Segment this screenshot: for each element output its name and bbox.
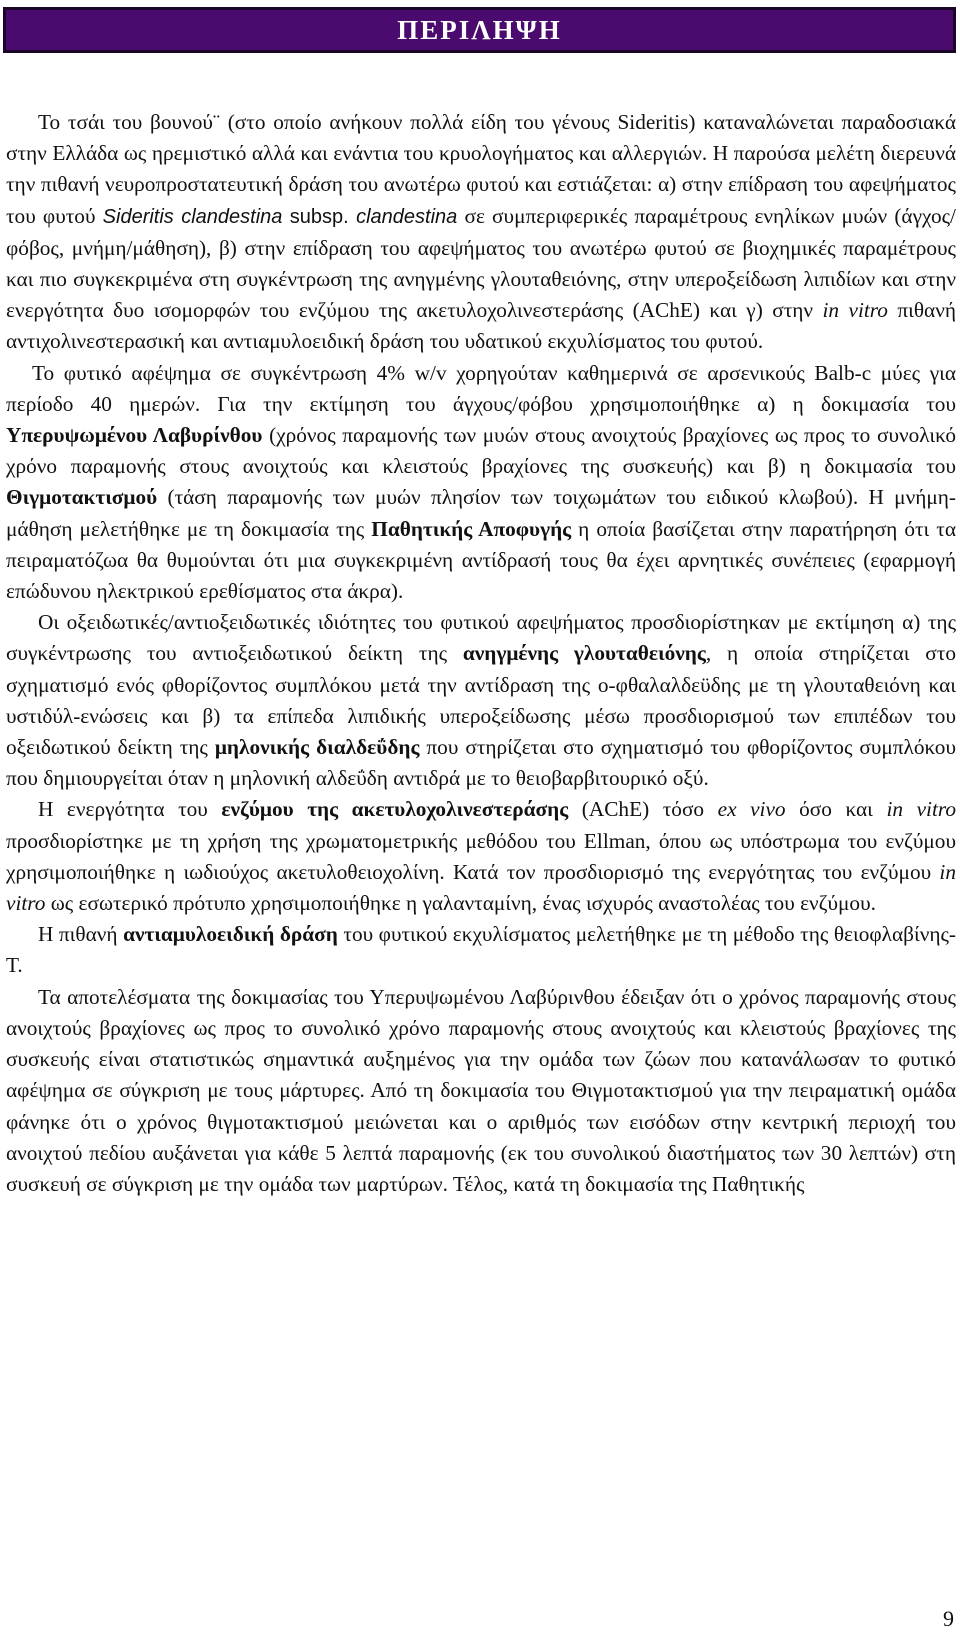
text-span: Οι οξειδωτικές/αντιοξειδωτικές ιδιότητες του φυτικού αφεψήματος προσδιορίστηκαν με εκτίμηση α) της συγκέντρωσης του αντιοξειδωτικού δείκτη της <box>6 610 956 666</box>
text-span: που στηρίζεται στο σχηματισμό του φθορίζοντος συμπλόκου που δημιουργείται όταν η μηλονική αλδεΰδη αντιδρά με το θειοβαρβιτουρικό οξύ. <box>6 735 956 791</box>
paragraph-1 <box>6 107 956 358</box>
text-span: πιθανή αντιχολινεστερασική και αντιαμυλοειδική δράση του υδατικού εκχυλίσματος του φυτού. <box>6 298 956 354</box>
abstract-body <box>6 107 956 1200</box>
text-span: προσδιορίστηκε με τη χρήση της χρωματομετρικής μεθόδου του Ellman, όπου ως υπόστρωμα του ενζύμου χρησιμοποιήθηκε η ιωδιούχος ακετυλοθειοχολίνη. Κατά τον προσδιορισμό της ενεργότητας του ενζύμου <box>6 828 956 884</box>
italic-term: in vitro <box>886 797 957 822</box>
subspecies-name: clandestina <box>356 205 458 228</box>
title-banner <box>3 7 956 53</box>
text-span: , η οποία στηρίζεται στο σχηματισμό ενός φθορίζοντος συμπλόκου μετά την αντίδραση της ο-φθαλαλδεϋδης με τη γλουταθειόνη και υστιδύλ-ενώσεις και β) τα επίπεδα λιπιδικής υπεροξείδωσης μέσω προσδιορισμού των επιπέδων του οξειδωτικού δείκτη της <box>6 641 956 760</box>
text-span: όσο και <box>785 797 887 822</box>
paragraph-5 <box>6 919 956 981</box>
page-number: 9 <box>943 1606 954 1631</box>
text-span: Η ενεργότητα του <box>38 797 222 822</box>
bold-term: ενζύμου της ακετυλοχολινεστεράσης <box>221 797 569 822</box>
italic-term: ex vivo <box>717 797 786 822</box>
paragraph-2 <box>6 358 956 608</box>
text-span: σε συμπεριφερικές παραμέτρους ενηλίκων μυών (άγχος/φόβος, μνήμη/μάθηση), β) στην επίδραση του αφεψήματος του ανωτέρω φυτού σε βιοχημικές παραμέτρους και πιο συγκεκριμένα στη συγκέντρωση της ανηγμένης γλουταθειόνης, στην υπεροξείδωση λιπιδίων και στην ενεργότητα δυο ισομορφών του ενζύμου της ακετυλοχολινεστεράσης (AChE) και γ) στην <box>6 203 956 323</box>
bold-term: Υπερυψωμένου Λαβυρίνθου <box>6 423 263 448</box>
text-span: (AChE) τόσο <box>568 797 718 822</box>
paragraph-6 <box>6 982 956 1200</box>
bold-term: ανηγμένης γλουταθειόνης <box>462 641 706 666</box>
species-name: Sideritis clandestina <box>102 205 283 228</box>
paragraph-4 <box>6 794 956 919</box>
text-span: Το τσάι του βουνού¨ (στο οποίο ανήκουν πολλά είδη του γένους Sideritis) καταναλώνεται παραδοσιακά στην Ελλάδα ως ηρεμιστικό αλλά και ενάντια του κρυολογήματος και αλλεργιών. Η παρούσα μελέτη διερευνά την πιθανή νευροπροστατευτική δράση του ανωτέρω φυτού και εστιάζεται: α) στην επίδραση του αφεψήματος του φυτού <box>6 110 956 228</box>
text-span: ως εσωτερικό πρότυπο χρησιμοποιήθηκε η γαλανταμίνη, ένας ισχυρός αναστολέας του ενζύμου. <box>45 891 876 916</box>
text-span: Η πιθανή <box>38 922 124 947</box>
text-span: Τα αποτελέσματα της δοκιμασίας του Υπερυψωμένου Λαβύρινθου έδειξαν ότι ο χρόνος παραμονής στους ανοιχτούς βραχίονες ως προς το συνολικό χρόνο παραμονής στους ανοιχτούς και κλειστούς βραχίονες της συσκευής είναι στατιστικώς σημαντικά αυξημένος για την ομάδα των ζώων που κατανάλωσαν το φυτικό αφέψημα σε σύγκριση με τους μάρτυρες. Από τη δοκιμασία του Θιγμοτακτισμού για την πειραματική ομάδα φάνηκε ότι ο χρόνος θιγμοτακτισμού μειώνεται και ο αριθμός των εισόδων στην κεντρική περιοχή του ανοιχτού πεδίου αυξάνεται για κάθε 5 λεπτά παραμονής (εκ του συνολικού διαστήματος των 30 λεπτών) στη συσκευή σε σύγκριση με την ομάδα των μαρτύρων. Τέλος, κατά τη δοκιμασία της Παθητικής <box>6 984 956 1196</box>
text-span: του φυτικού εκχυλίσματος μελετήθηκε με τη μέθοδο της θειοφλαβίνης-Τ. <box>6 922 957 978</box>
italic-term: in vitro <box>822 298 888 323</box>
text-span: Το φυτικό αφέψημα σε συγκέντρωση 4% w/v χορηγούταν καθημερινά σε αρσενικούς Balb-c μύες για περίοδο 40 ημερών. Για την εκτίμηση του άγχους/φόβου χρησιμοποιήθηκε α) η δοκιμασία του <box>6 360 956 416</box>
page-title: ΠΕΡΙΛΗΨΗ <box>397 14 562 45</box>
text-span: (τάση παραμονής των μυών πλησίον των τοιχωμάτων του ειδικού κλωβού). Η μνήμη-μάθηση μελετήθηκε με τη δοκιμασία της <box>6 485 956 541</box>
italic-term: in vitro <box>6 859 956 916</box>
bold-term: αντιαμυλοειδική δράση <box>123 922 338 947</box>
bold-term: μηλονικής διαλδεΰδης <box>214 735 420 760</box>
text-span: (χρόνος παραμονής των μυών στους ανοιχτούς βραχίονες ως προς το συνολικό χρόνο παραμονής στους ανοιχτούς και κλειστούς βραχίονες της συσκευής) και β) η δοκιμασία του <box>6 423 956 479</box>
text-span: subsp. <box>282 205 357 228</box>
bold-term: Θιγμοτακτισμού <box>6 485 158 510</box>
text-span: η οποία βασίζεται στην παρατήρηση ότι τα πειραματόζωα θα θυμούνται ότι μια συγκεκριμένη αντίδρασή τους θα έχει αρνητικές συνέπειες (εφαρμογή επώδυνου ηλεκτρικού ερεθίσματος στα άκρα). <box>6 516 956 604</box>
bold-term: Παθητικής Αποφυγής <box>371 516 572 541</box>
paragraph-3 <box>6 607 956 794</box>
